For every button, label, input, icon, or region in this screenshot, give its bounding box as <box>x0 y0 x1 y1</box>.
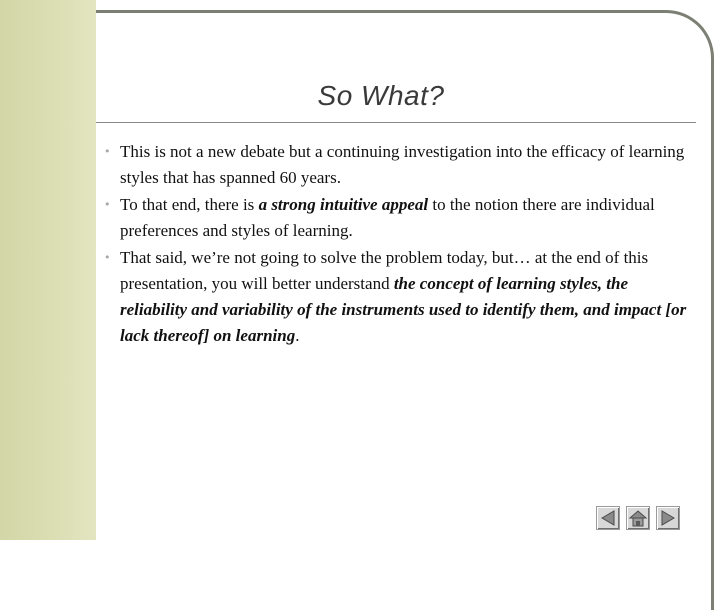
previous-button[interactable] <box>596 506 620 530</box>
next-button[interactable] <box>656 506 680 530</box>
bullet-list <box>104 139 696 350</box>
bullet-item <box>104 245 696 349</box>
bullet-emphasis: the concept of learning styles, the reliability and variability of the instruments used to identify them, and impact [or lack thereof] on learning <box>120 274 687 345</box>
next-icon <box>657 507 679 529</box>
home-button[interactable] <box>626 506 650 530</box>
bullet-icon: • <box>104 198 111 211</box>
bullet-icon: • <box>104 251 111 264</box>
bullet-text: That said, we’re not going to solve the problem today, but… at the end of this presentation, you will better understand <box>120 248 649 293</box>
bullet-emphasis: a strong intuitive appeal <box>258 195 429 214</box>
bullet-item <box>104 139 696 191</box>
slide-navigation <box>596 506 686 530</box>
title-divider <box>96 122 696 123</box>
home-icon <box>627 507 649 529</box>
bullet-text: To that end, there is <box>120 195 259 214</box>
bullet-text: to the notion there are individual preferences and styles of learning. <box>120 195 655 240</box>
bullet-text: . <box>295 326 300 345</box>
left-decorative-band <box>0 0 96 540</box>
bullet-text: This is not a new debate but a continuing investigation into the efficacy of learning styles that has spanned 60 years. <box>120 142 685 187</box>
bullet-icon: • <box>104 145 111 158</box>
previous-icon <box>597 507 619 529</box>
bullet-item <box>104 192 696 244</box>
slide-title: So What? <box>317 80 445 111</box>
